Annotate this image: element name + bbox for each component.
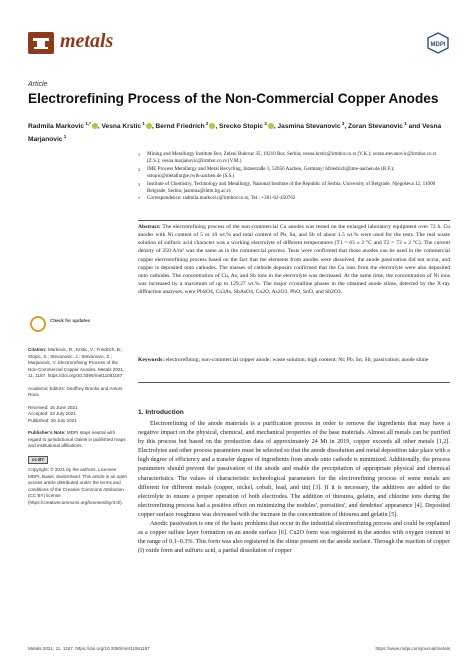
citation-block	[28, 347, 128, 380]
citation-text: Markovic, R.; Krstic, V.; Friedrich, B.; Stopic, S.; Stevanovic, J.; Stevanovic, Z.; Marjanovic, V. Electrorefining Process of the Non-Commercial Copper Anodes. Metals 2021, 11, 1187. https://doi.org/10.3390/met11081187	[28, 347, 125, 378]
keywords-label: Keywords:	[138, 357, 165, 363]
author-affiliation-marker: 1	[402, 121, 407, 126]
orcid-icon[interactable]	[146, 123, 152, 129]
sidebar	[28, 318, 128, 512]
author-affiliation-marker: 1	[141, 121, 145, 126]
affiliation-item	[138, 195, 448, 202]
keywords-text: electrorefining; non-commercial copper anode; waste solution; high content; Ni; Pb; Sn; Sb; passivation; anode slime	[165, 357, 429, 363]
svg-text:MDPI: MDPI	[430, 42, 446, 48]
journal-name: metals	[60, 30, 114, 52]
published-date: Published: 26 July 2021	[28, 417, 77, 423]
keywords-bottom-rule	[138, 382, 450, 383]
affiliation-item	[138, 151, 448, 166]
footer-url[interactable]: https://www.mdpi.com/journal/metals	[375, 646, 450, 651]
mdpi-logo-icon	[426, 32, 450, 54]
abstract-top-rule	[138, 220, 450, 221]
copyright-block	[28, 456, 128, 507]
check-for-updates-button[interactable]	[28, 315, 128, 337]
publisher-note-label: Publisher's Note:	[28, 430, 66, 435]
author-name[interactable]: Zoran Stevanovic	[348, 123, 403, 131]
dates-block	[28, 405, 128, 425]
affiliation-item	[138, 166, 448, 181]
abstract	[138, 223, 450, 296]
orcid-icon[interactable]	[209, 123, 215, 129]
keywords	[138, 356, 450, 364]
publisher-note-text: MDPI stays neutral with regard to jurisdictional claims in published maps and institutional affiliations.	[28, 430, 126, 448]
author-affiliation-marker: 3	[340, 121, 345, 126]
affiliation-text: IME Process Metallurgy and Metal Recycling, Intzestraße 3, 52056 Aachen, Germany; bfriedrich@ime-aachen.de (B.F.); sstopic@metallurgie.rwth-aachen.de (S.S.)	[147, 165, 395, 180]
affiliation-number: 3	[138, 181, 141, 187]
section-heading: 1. Introduction	[138, 409, 184, 416]
publisher-note	[28, 430, 128, 450]
orcid-icon[interactable]	[268, 123, 274, 129]
cc-license-badge[interactable]: cc BY	[28, 456, 48, 465]
author-affiliation-marker: 2	[263, 121, 267, 126]
editors-label: Academic Editors:	[28, 385, 66, 391]
author-affiliation-marker: 1	[62, 134, 67, 140]
author-name[interactable]: Vesna Krstic	[101, 123, 142, 131]
affiliation-number: 1	[138, 152, 141, 157]
body-paragraph: Electrorefining of the anode materials is a purification process in order to remove the ingredients that may have a negative impact on the physical, chemical, and mechanical properties of the base materials. Almost all metals can be purified by this process but based on the production data of approximately 24 Mt in 2019, copper exceeds all other metals [1,2]. Electrolytes and other process parameters must be selected so that the anode dissolution and metal deposition take place with a high degree of efficiency and a transfer degree of ingredients from anode onto cathode is minimized. Additionally, the process parameters should prevent the passivation of the anode and enable the precipitation of appropriate physical and chemical characteristics. The values of characteristic technological parameters for the electrorefining process of some metals are different for different metals (copper, nickel, cobalt, lead, and tin) [3]. If it is necessary, the additives are added to the electrolyte to ensure a proper operation of both electrodes. The addition of thiourea, gelatin, and chlorine ions during the electrorefining process had a positive effect on minimizing the nodules', porosities', and dendrites' appearance [4]. Deposited copper surface roughness was decreased with the increase in the concentration of thiourea and gelatin [5].	[138, 421, 450, 518]
journal-logo-icon	[28, 32, 54, 54]
orcid-icon[interactable]	[92, 123, 98, 129]
updates-icon	[30, 316, 46, 332]
author-name[interactable]: Bernd Friedrich	[155, 123, 205, 131]
author-affiliation-marker: 2	[204, 121, 209, 126]
author-list: Radmila Markovic $^{1,*}$ , Vesna Krstic $^1$ , Bernd Friedrich $^2$ , Srecko Stopic $^2$ , Jasmina Stevanovic $^3$, Zoran Stevanovic $^1$ and Vesna Marjanovic $^1$	[28, 121, 442, 144]
footer-citation[interactable]: Metals 2021, 11, 1187. https://doi.org/10.3390/met11081187	[28, 646, 150, 651]
article-type: Article	[28, 81, 48, 88]
affiliation-number: 2	[138, 166, 141, 172]
author-name[interactable]: Jasmina Stevanovic	[277, 123, 341, 131]
affiliation-number: *	[138, 196, 141, 202]
author-affiliation-marker: 1,*	[84, 121, 91, 126]
abstract-text: The electrorefining process of the non-commercial Cu anodes was tested on the enlarged laboratory equipment over 72 h. Cu anodes with Ni content of 5 or 10 wt.% and total content of Pb, Sn, and Sb of about 1.5 wt.% were used for the tests. The real waste solution of sulfuric acid character was a working electrolyte of different temperatures (T1 = 63 ± 2 °C and T2 = 73 ± 2 °C). The current density of 250 A/m² was the same as in the commercial process. Tests were confirmed that those anodes can be used in the commercial copper electrorefining process based on the fact that the elements from anodes were dissolved, the anode passivation did not occur, and copper is deposited onto cathodes. The masses of cathode deposits confirmed that the Cu ions from the electrolyte were also deposited onto cathodes. The concentration of Cu, As, and Sb ions in the electrolyte was decreased. At the same time, the concentration of Ni ions was increased by a maximum of up to 129.27 wt.%. The major crystalline phases in the obtained anode slime, detected by the X-ray diffraction analyses, were PbSO4, Cu3As, SbAsO4, Cu2O, As2O3, PbO, SnO, and Sb2O3.	[138, 224, 450, 296]
abstract-label: Abstract:	[138, 224, 161, 230]
journal-header	[28, 30, 450, 60]
accepted-date: Accepted: 23 July 2021	[28, 411, 76, 416]
received-date: Received: 15 June 2021	[28, 404, 78, 410]
updates-label: Check for updates	[50, 318, 91, 323]
copyright-text: Copyright: © 2021 by the authors. Licensee MDPI, Basel, Switzerland. This article is an open access article distributed under the terms and conditions of the Creative Commons Attribution (CC BY) license (https://creativecommons.org/licenses/by/4.0/).	[28, 467, 127, 505]
author-name[interactable]: Vesna Marjanovic	[28, 123, 442, 144]
affiliation-text: Correspondence: radmila.markovic@irmbor.co.rs; Tel.: +381-62-450762	[147, 195, 296, 202]
author-name[interactable]: Srecko Stopic	[219, 123, 264, 131]
author-name[interactable]: Radmila Markovic	[28, 123, 85, 131]
affiliations	[138, 151, 448, 203]
affiliation-text: Institute of Chemistry, Technology and Metallurgy, National Institute of the Republic of Serbia, University of Belgrade, Njegoševa 12, 11000 Belgrade, Serbia; jasmina@ihtm.bg.ac.rs	[147, 180, 436, 195]
editors-text: Geoffrey Brooks and Antoni Roca	[28, 385, 123, 397]
body-text	[138, 420, 450, 556]
citation-label: Citation:	[28, 347, 47, 352]
article-title: Electrorefining Process of the Non-Commercial Copper Anodes	[28, 91, 439, 106]
affiliation-item	[138, 181, 448, 196]
affiliation-text: Mining and Metallurgy Institute Bor, Zeleni Bulevar 35, 19210 Bor, Serbia; vesna.krstic@irmbor.co.rs (V.K.); zoran.stevanovic@irmbor.co.rs (Z.S.); vesna.marjanovic@irmbor.co.rs (V.M.)	[147, 151, 437, 165]
body-paragraph: Anodic passivation is one of the basic problems that occur in the industrial electrorefining process and could be explained as a copper sulfate layer formation on an anode surface [6]. Cu2O form was registered in the anodes with oxygen content in the range of 0.1–0.3%. This form was also registered in the slime present on the anode surface. Through the reaction of copper (I) oxide form and sulfuric acid, a partial dissolution of copper	[138, 521, 450, 555]
editors-block	[28, 386, 128, 399]
